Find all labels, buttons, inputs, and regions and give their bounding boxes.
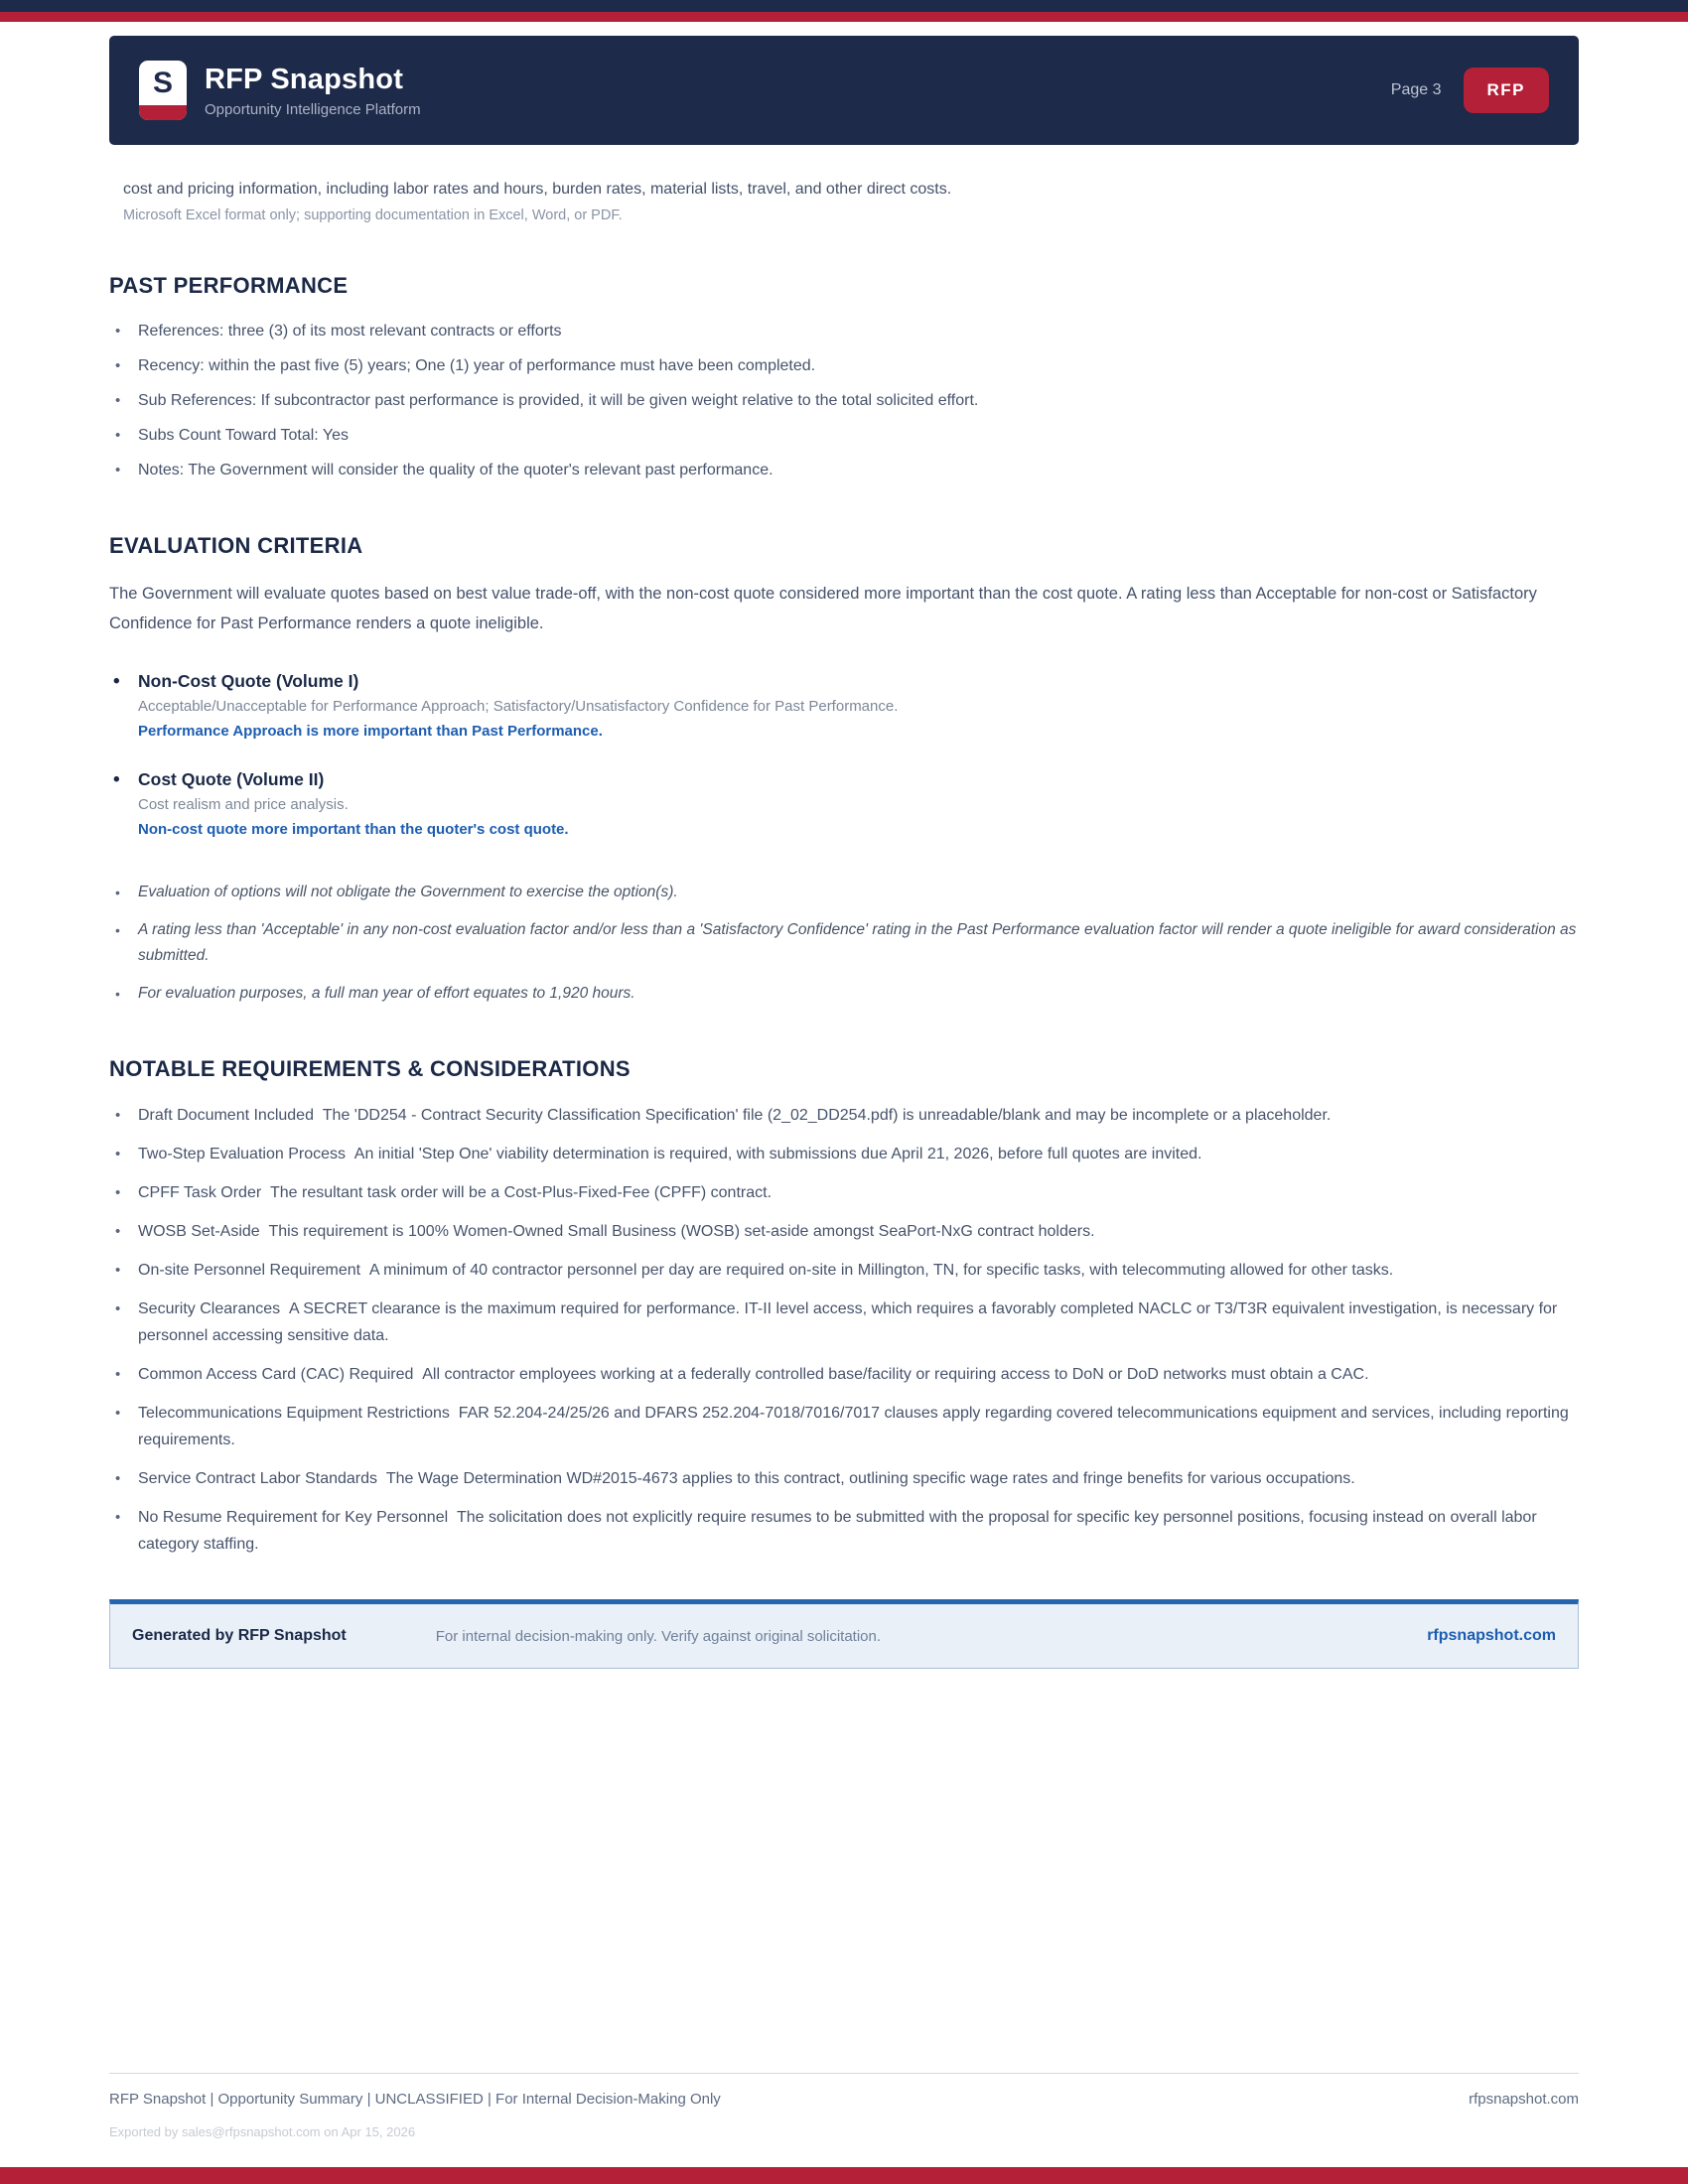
requirement-body: A SECRET clearance is the maximum required for performance. IT-II level access, which requires a favorably completed NACLC or T3/T3R equivalent investigation, is necessary for personnel accessing sensitive data. <box>138 1300 1558 1344</box>
list-item <box>109 1400 1579 1453</box>
top-navy-bar <box>0 0 1688 12</box>
logo-red-stripe <box>139 105 187 120</box>
list-item <box>109 1102 1579 1129</box>
requirement-body: The resultant task order will be a Cost-Plus-Fixed-Fee (CPFF) contract. <box>269 1184 773 1201</box>
page-number-label: Page 3 <box>1390 81 1442 98</box>
evaluation-notes-list <box>109 880 1579 1007</box>
list-item: • For evaluation purposes, a full man year of effort equates to 1,920 hours. <box>109 981 1579 1007</box>
list-item: • Subs Count Toward Total: Yes <box>109 423 1579 449</box>
generated-by-callout <box>109 1599 1579 1669</box>
logo-letter: S <box>152 66 173 99</box>
list-item <box>109 1361 1579 1388</box>
requirement-body: FAR 52.204-24/25/26 and DFARS 252.204-7018/7016/7017 clauses apply regarding covered telecommunications equipment and services, including reporting requirements. <box>138 1405 1569 1448</box>
page-content <box>0 36 1688 1669</box>
list-item <box>109 1296 1579 1349</box>
list-item <box>109 1257 1579 1284</box>
requirement-body: An initial 'Step One' viability determination is required, with submissions due April 21, 2026, before full quotes are invited. <box>353 1146 1202 1162</box>
list-item: • Evaluation of options will not obligate the Government to exercise the option(s). <box>109 880 1579 905</box>
top-red-accent-bar <box>0 12 1688 22</box>
requirement-label: Security Clearances <box>138 1300 281 1317</box>
header-right <box>1391 68 1549 113</box>
requirement-label: Common Access Card (CAC) Required <box>138 1366 414 1383</box>
notable-requirements-list <box>109 1102 1579 1558</box>
list-item <box>109 670 1579 742</box>
notable-requirements-heading: NOTABLE REQUIREMENTS & CONSIDERATIONS <box>109 1056 631 1081</box>
list-item: • A rating less than 'Acceptable' in any non-cost evaluation factor and/or less than a 'Satisfactory Confidence' rating in the Past Performance evaluation factor will render a quote ineligible for award consideration as submitted. <box>109 917 1579 969</box>
footer-website-link[interactable]: rfpsnapshot.com <box>1469 2091 1579 2108</box>
volume-title: • Cost Quote (Volume II) <box>138 769 325 789</box>
evaluation-intro: The Government will evaluate quotes based on best value trade-off, with the non-cost quote considered more important than the cost quote. A rating less than Acceptable for non-cost or Satisfactory Confidence for Past Performance renders a quote ineligible. <box>109 585 1537 632</box>
requirement-body: All contractor employees working at a federally controlled base/facility or requiring access to DoN or DoD networks must obtain a CAC. <box>422 1366 1369 1383</box>
intro-continuation <box>109 179 1579 223</box>
intro-format-note: Microsoft Excel format only; supporting documentation in Excel, Word, or PDF. <box>123 207 623 223</box>
requirement-body: The 'DD254 - Contract Security Classification Specification' file (2_02_DD254.pdf) is unreadable/blank and may be incomplete or a placeholder. <box>322 1107 1332 1124</box>
volume-description: Cost realism and price analysis. <box>138 796 349 813</box>
website-link[interactable]: rfpsnapshot.com <box>1427 1627 1556 1644</box>
requirement-label: WOSB Set-Aside <box>138 1223 260 1240</box>
brand-tagline: Opportunity Intelligence Platform <box>205 100 421 118</box>
requirement-label: On-site Personnel Requirement <box>138 1262 361 1279</box>
volume-description: Acceptable/Unacceptable for Performance Approach; Satisfactory/Unsatisfactory Confidence for Past Performance. <box>138 698 899 715</box>
list-item: • Sub References: If subcontractor past performance is provided, it will be given weight relative to the total solicited effort. <box>109 388 1579 414</box>
footer-classification-text: RFP Snapshot | Opportunity Summary | UNCLASSIFIED | For Internal Decision-Making Only <box>109 2091 721 2108</box>
requirement-label: Two-Step Evaluation Process <box>138 1146 346 1162</box>
requirement-label: No Resume Requirement for Key Personnel <box>138 1509 449 1526</box>
footer-meta-row <box>109 2091 1579 2108</box>
list-item: • Notes: The Government will consider the quality of the quoter's relevant past performance. <box>109 458 1579 483</box>
brand-logo-icon <box>139 61 187 120</box>
list-item <box>109 768 1579 840</box>
requirement-label: Telecommunications Equipment Restrictions <box>138 1405 450 1422</box>
past-performance-list <box>109 319 1579 483</box>
list-item <box>109 1218 1579 1245</box>
requirement-body: The solicitation does not explicitly require resumes to be submitted with the proposal for specific key personnel positions, focusing instead on overall labor category staffing. <box>138 1509 1537 1553</box>
list-item: • References: three (3) of its most relevant contracts or efforts <box>109 319 1579 344</box>
list-item: • Recency: within the past five (5) years; One (1) year of performance must have been completed. <box>109 353 1579 379</box>
list-item <box>109 1465 1579 1492</box>
requirement-label: Service Contract Labor Standards <box>138 1470 378 1487</box>
requirement-label: Draft Document Included <box>138 1107 314 1124</box>
volume-emphasis: Non-cost quote more important than the quoter's cost quote. <box>138 821 569 838</box>
bottom-red-accent-bar <box>0 2167 1688 2184</box>
list-item <box>109 1141 1579 1167</box>
footer-export-note: Exported by sales@rfpsnapshot.com on Apr 15, 2026 <box>109 2124 416 2139</box>
brand-title: RFP Snapshot <box>205 63 404 95</box>
requirement-body: A minimum of 40 contractor personnel per day are required on-site in Millington, TN, for specific tasks, with telecommuting allowed for other tasks. <box>368 1262 1394 1279</box>
evaluation-criteria-heading: EVALUATION CRITERIA <box>109 533 363 558</box>
volume-emphasis: Performance Approach is more important than Past Performance. <box>138 723 603 740</box>
list-item <box>109 1179 1579 1206</box>
report-header <box>109 36 1579 145</box>
brand-block <box>205 64 421 118</box>
list-item <box>109 1504 1579 1558</box>
generated-by-label: Generated by RFP Snapshot <box>132 1627 347 1644</box>
past-performance-heading: PAST PERFORMANCE <box>109 273 349 298</box>
rfp-badge: RFP <box>1464 68 1550 113</box>
requirement-body: The Wage Determination WD#2015-4673 applies to this contract, outlining specific wage rates and fringe benefits for various occupations. <box>385 1470 1355 1487</box>
page-footer <box>109 2073 1579 2139</box>
evaluation-volumes-list <box>109 670 1579 840</box>
intro-text: cost and pricing information, including labor rates and hours, burden rates, material lists, travel, and other direct costs. <box>123 181 952 198</box>
volume-title: • Non-Cost Quote (Volume I) <box>138 671 359 691</box>
requirement-body: This requirement is 100% Women-Owned Small Business (WOSB) set-aside amongst SeaPort-NxG contract holders. <box>268 1223 1095 1240</box>
requirement-label: CPFF Task Order <box>138 1184 262 1201</box>
disclaimer-text: For internal decision-making only. Verify against original solicitation. <box>435 1627 882 1645</box>
